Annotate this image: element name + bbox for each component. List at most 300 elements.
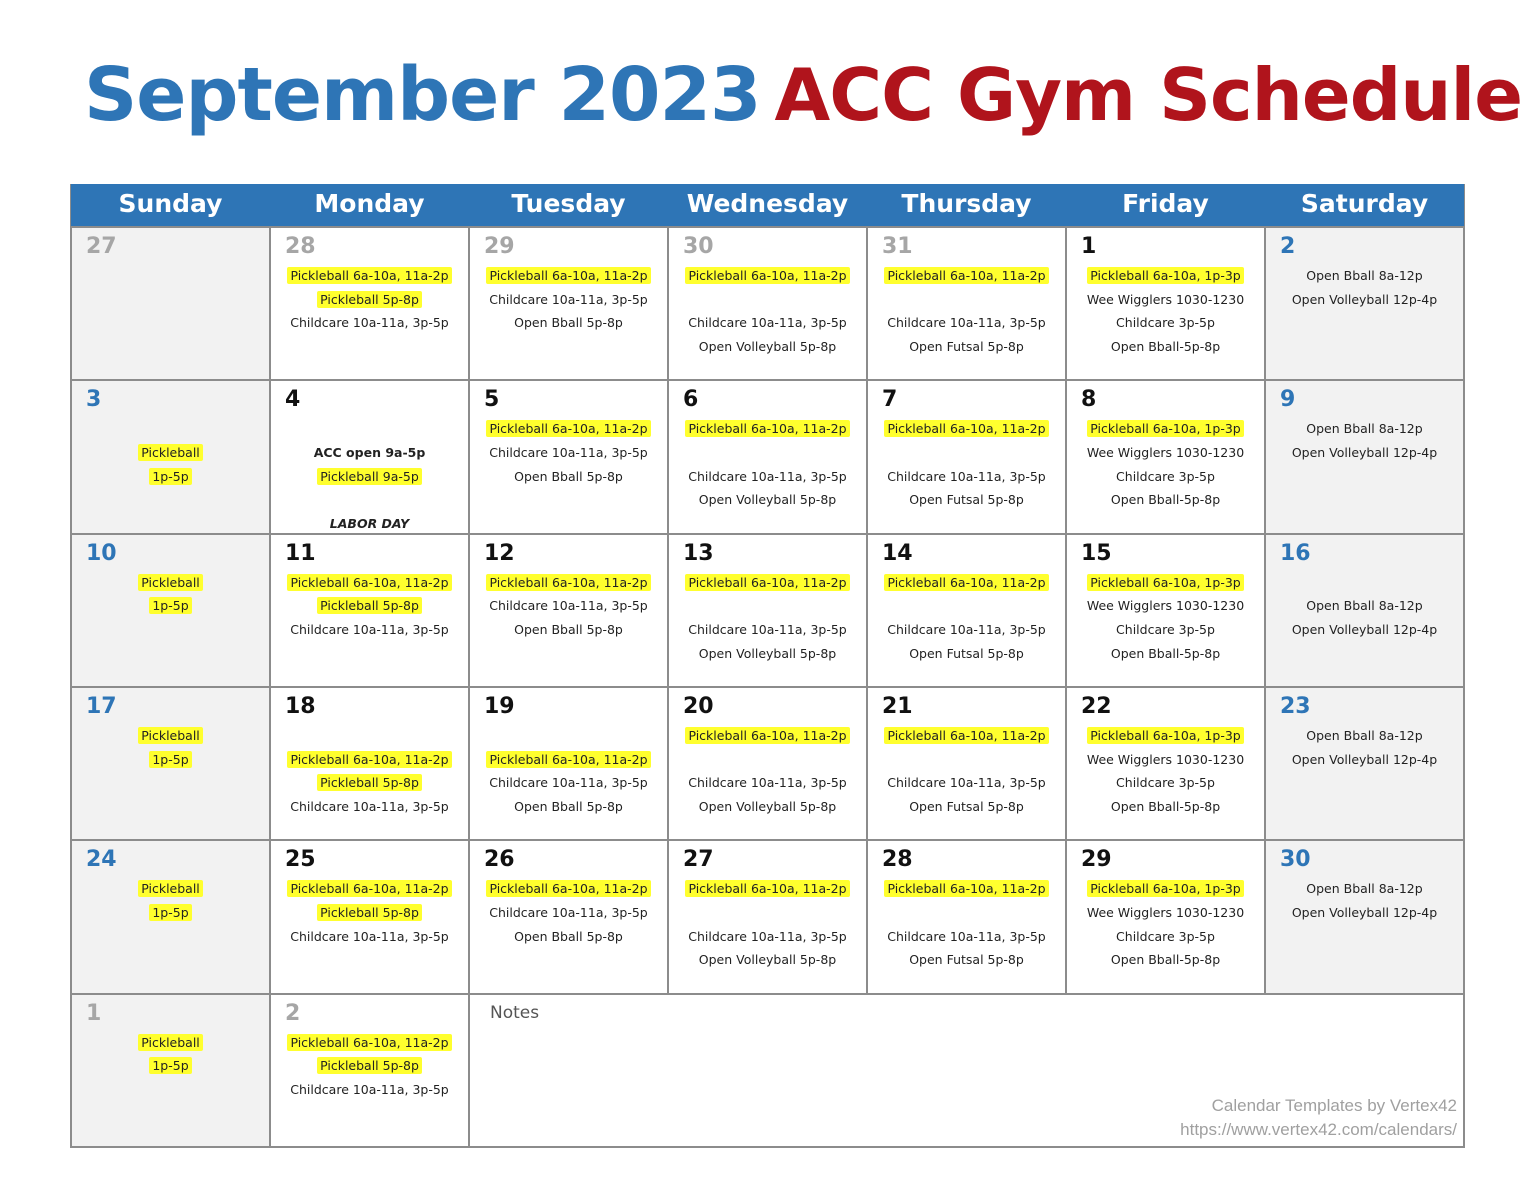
event-text: Childcare 10a-11a, 3p-5p bbox=[489, 598, 648, 614]
event-text: Childcare 10a-11a, 3p-5p bbox=[489, 775, 648, 791]
event-list bbox=[1067, 264, 1264, 359]
event-text: Wee Wigglers 1030-1230 bbox=[1086, 291, 1245, 307]
event-text: Pickleball bbox=[138, 444, 203, 461]
event-text: Pickleball 5p-8p bbox=[317, 1057, 422, 1074]
event-line bbox=[669, 618, 866, 642]
day-number: 10 bbox=[86, 540, 117, 566]
event-line bbox=[868, 417, 1065, 441]
event-line bbox=[1067, 441, 1264, 465]
event-line bbox=[1266, 594, 1463, 618]
event-list bbox=[868, 417, 1065, 512]
event-line bbox=[669, 441, 866, 465]
event-line bbox=[868, 264, 1065, 288]
event-list bbox=[72, 571, 269, 618]
event-line bbox=[271, 795, 468, 819]
day-number: 29 bbox=[1081, 847, 1112, 873]
event-list bbox=[868, 724, 1065, 819]
event-line bbox=[868, 465, 1065, 489]
notes-label: Notes bbox=[490, 1002, 540, 1023]
event-text: Open Volleyball 12p-4p bbox=[1291, 291, 1438, 307]
event-text: Open Bball 8a-12p bbox=[1306, 421, 1423, 437]
day-cell[interactable] bbox=[1067, 841, 1264, 992]
event-text: Pickleball 6a-10a, 11a-2p bbox=[287, 880, 451, 897]
day-cell[interactable] bbox=[669, 688, 866, 839]
event-text: Childcare 10a-11a, 3p-5p bbox=[887, 468, 1046, 484]
event-text: Open Bball 5p-8p bbox=[514, 622, 623, 638]
event-text: Pickleball 6a-10a, 11a-2p bbox=[486, 751, 650, 768]
event-text: Pickleball 5p-8p bbox=[317, 774, 422, 791]
event-list bbox=[271, 264, 468, 335]
event-text: Pickleball 5p-8p bbox=[317, 291, 422, 308]
event-text: Childcare 10a-11a, 3p-5p bbox=[489, 291, 648, 307]
event-text: Pickleball bbox=[138, 727, 203, 744]
event-line bbox=[470, 264, 667, 288]
event-text: Childcare 3p-5p bbox=[1116, 928, 1215, 944]
event-list bbox=[868, 571, 1065, 666]
event-line bbox=[868, 748, 1065, 772]
event-line bbox=[470, 724, 667, 748]
event-text: Open Volleyball 12p-4p bbox=[1291, 445, 1438, 461]
event-line bbox=[271, 771, 468, 795]
event-line bbox=[669, 642, 866, 666]
event-text: Open Bball 5p-8p bbox=[514, 315, 623, 331]
event-line bbox=[271, 1054, 468, 1078]
event-list bbox=[1266, 264, 1463, 311]
day-header-monday: Monday bbox=[270, 184, 469, 226]
day-cell[interactable] bbox=[669, 841, 866, 992]
event-text: Open Futsal 5p-8p bbox=[909, 339, 1024, 355]
day-number: 26 bbox=[484, 847, 515, 873]
event-text: Pickleball bbox=[138, 880, 203, 897]
event-line bbox=[470, 771, 667, 795]
event-line bbox=[470, 594, 667, 618]
event-text: Childcare 10a-11a, 3p-5p bbox=[688, 622, 847, 638]
event-text: Open Bball 8a-12p bbox=[1306, 268, 1423, 283]
event-line bbox=[271, 441, 468, 465]
day-cell[interactable] bbox=[72, 535, 269, 686]
event-text: Open Bball-5p-8p bbox=[1110, 952, 1221, 968]
event-text: Open Volleyball 5p-8p bbox=[698, 339, 837, 355]
event-line bbox=[669, 948, 866, 972]
event-text: Childcare 10a-11a, 3p-5p bbox=[290, 622, 449, 638]
day-header-saturday: Saturday bbox=[1265, 184, 1464, 226]
day-cell[interactable] bbox=[271, 381, 468, 532]
event-line bbox=[72, 724, 269, 748]
event-list bbox=[1067, 877, 1264, 972]
day-number: 28 bbox=[285, 234, 316, 259]
event-line bbox=[1266, 618, 1463, 642]
day-header-wednesday: Wednesday bbox=[668, 184, 867, 226]
day-cell[interactable] bbox=[271, 228, 468, 379]
day-number: 27 bbox=[683, 847, 714, 873]
event-text: Pickleball 6a-10a, 11a-2p bbox=[486, 267, 650, 284]
event-text: Pickleball 6a-10a, 11a-2p bbox=[884, 420, 1048, 437]
event-line bbox=[271, 571, 468, 595]
day-cell[interactable] bbox=[470, 381, 667, 532]
event-line bbox=[669, 724, 866, 748]
event-line bbox=[470, 901, 667, 925]
event-text: Pickleball 6a-10a, 1p-3p bbox=[1087, 727, 1243, 744]
day-cell[interactable] bbox=[1067, 228, 1264, 379]
event-text: Pickleball 6a-10a, 11a-2p bbox=[884, 574, 1048, 591]
title-month: September 2023 bbox=[84, 52, 761, 138]
event-text: Pickleball 6a-10a, 1p-3p bbox=[1087, 420, 1243, 437]
calendar-grid bbox=[70, 184, 1465, 1148]
event-text: Childcare 10a-11a, 3p-5p bbox=[688, 928, 847, 944]
event-line bbox=[669, 264, 866, 288]
event-line bbox=[1067, 594, 1264, 618]
day-number: 21 bbox=[882, 693, 913, 719]
event-text: Childcare 10a-11a, 3p-5p bbox=[290, 315, 449, 331]
day-number: 12 bbox=[484, 540, 515, 566]
event-text: Open Bball 5p-8p bbox=[514, 468, 623, 484]
day-cell[interactable] bbox=[868, 535, 1065, 686]
day-number: 23 bbox=[1280, 693, 1311, 719]
event-line bbox=[868, 571, 1065, 595]
day-cell[interactable] bbox=[868, 688, 1065, 839]
event-line bbox=[271, 311, 468, 335]
page-title bbox=[84, 52, 1522, 138]
event-text: Open Futsal 5p-8p bbox=[909, 492, 1024, 508]
event-line bbox=[72, 441, 269, 465]
day-number: 9 bbox=[1280, 387, 1296, 413]
event-text: Childcare 3p-5p bbox=[1116, 315, 1215, 331]
event-line bbox=[1067, 877, 1264, 901]
event-text: 1p-5p bbox=[149, 751, 191, 768]
event-list bbox=[868, 877, 1065, 972]
event-text: 1p-5p bbox=[149, 904, 191, 921]
event-line bbox=[868, 618, 1065, 642]
event-line bbox=[669, 571, 866, 595]
event-line bbox=[470, 465, 667, 489]
event-line bbox=[1067, 901, 1264, 925]
event-line bbox=[72, 417, 269, 441]
event-text: Pickleball 6a-10a, 11a-2p bbox=[486, 880, 650, 897]
event-list bbox=[72, 724, 269, 771]
event-line bbox=[1067, 465, 1264, 489]
event-list bbox=[1266, 877, 1463, 924]
day-cell[interactable] bbox=[470, 688, 667, 839]
event-text: ACC open 9a-5p bbox=[313, 445, 426, 461]
event-line bbox=[271, 512, 468, 536]
day-number: 29 bbox=[484, 234, 515, 259]
event-line bbox=[669, 311, 866, 335]
event-line bbox=[271, 724, 468, 748]
event-list bbox=[669, 417, 866, 512]
day-number: 25 bbox=[285, 847, 316, 873]
event-text: Wee Wigglers 1030-1230 bbox=[1086, 751, 1245, 767]
event-list bbox=[271, 417, 468, 535]
event-line bbox=[669, 901, 866, 925]
event-line bbox=[271, 1078, 468, 1102]
event-line bbox=[271, 288, 468, 312]
credit-line: Calendar Templates by Vertex42 bbox=[1211, 1095, 1457, 1115]
event-text: Open Volleyball 5p-8p bbox=[698, 952, 837, 968]
event-text: Pickleball 5p-8p bbox=[317, 904, 422, 921]
event-text: Pickleball 6a-10a, 1p-3p bbox=[1087, 267, 1243, 284]
event-line bbox=[1266, 901, 1463, 925]
event-list bbox=[470, 724, 667, 819]
day-cell[interactable] bbox=[669, 535, 866, 686]
event-text: Pickleball 6a-10a, 11a-2p bbox=[287, 1034, 451, 1051]
event-line bbox=[1067, 311, 1264, 335]
day-number: 31 bbox=[882, 234, 913, 259]
day-number: 22 bbox=[1081, 693, 1112, 719]
event-text: Open Bball 5p-8p bbox=[514, 799, 623, 815]
event-line bbox=[868, 441, 1065, 465]
day-number: 8 bbox=[1081, 387, 1097, 413]
event-text: Open Volleyball 5p-8p bbox=[698, 645, 837, 661]
event-line bbox=[271, 748, 468, 772]
day-number: 30 bbox=[1280, 847, 1311, 873]
day-number: 5 bbox=[484, 387, 500, 413]
event-line bbox=[868, 771, 1065, 795]
day-cell[interactable] bbox=[1067, 381, 1264, 532]
day-header-tuesday: Tuesday bbox=[469, 184, 668, 226]
day-cell[interactable] bbox=[470, 535, 667, 686]
event-line bbox=[470, 795, 667, 819]
day-number: 19 bbox=[484, 693, 515, 719]
day-header-friday: Friday bbox=[1066, 184, 1265, 226]
day-number: 15 bbox=[1081, 540, 1112, 566]
event-line bbox=[271, 465, 468, 489]
event-text: Pickleball 6a-10a, 11a-2p bbox=[287, 267, 451, 284]
day-cell[interactable] bbox=[669, 228, 866, 379]
event-line bbox=[1067, 335, 1264, 359]
day-number: 24 bbox=[86, 847, 117, 873]
event-line bbox=[1067, 748, 1264, 772]
event-text: Pickleball 6a-10a, 11a-2p bbox=[287, 751, 451, 768]
day-cell[interactable] bbox=[669, 381, 866, 532]
day-number: 2 bbox=[1280, 234, 1296, 259]
event-line bbox=[271, 925, 468, 949]
event-line bbox=[271, 264, 468, 288]
day-number: 28 bbox=[882, 847, 913, 873]
event-text: Pickleball 6a-10a, 11a-2p bbox=[884, 267, 1048, 284]
day-cell[interactable] bbox=[470, 841, 667, 992]
day-number: 16 bbox=[1280, 540, 1311, 566]
day-cell[interactable] bbox=[271, 688, 468, 839]
event-line bbox=[1266, 264, 1463, 288]
template-credit bbox=[1180, 1094, 1457, 1142]
day-number: 6 bbox=[683, 387, 699, 413]
event-line bbox=[1067, 288, 1264, 312]
day-header-sunday: Sunday bbox=[71, 184, 270, 226]
event-list bbox=[271, 724, 468, 819]
day-cell[interactable] bbox=[1266, 535, 1463, 686]
event-text: Open Volleyball 5p-8p bbox=[698, 492, 837, 508]
event-line bbox=[271, 618, 468, 642]
event-line bbox=[72, 571, 269, 595]
event-line bbox=[1266, 441, 1463, 465]
event-text: 1p-5p bbox=[149, 468, 191, 485]
day-cell[interactable] bbox=[470, 228, 667, 379]
event-text: Childcare 10a-11a, 3p-5p bbox=[688, 775, 847, 791]
day-cell[interactable] bbox=[1266, 688, 1463, 839]
event-list bbox=[470, 571, 667, 642]
day-cell[interactable] bbox=[868, 381, 1065, 532]
day-number: 4 bbox=[285, 387, 301, 413]
event-text: Pickleball bbox=[138, 1034, 203, 1051]
day-cell[interactable] bbox=[1266, 228, 1463, 379]
event-list bbox=[1067, 417, 1264, 512]
day-cell[interactable] bbox=[271, 535, 468, 686]
event-list bbox=[470, 264, 667, 335]
event-line bbox=[669, 795, 866, 819]
event-text: Open Bball-5p-8p bbox=[1110, 492, 1221, 508]
event-list bbox=[470, 877, 667, 948]
event-list bbox=[271, 877, 468, 948]
event-line bbox=[72, 594, 269, 618]
event-list bbox=[1266, 417, 1463, 464]
event-text: Open Futsal 5p-8p bbox=[909, 645, 1024, 661]
event-line bbox=[868, 335, 1065, 359]
event-list bbox=[1266, 724, 1463, 771]
event-line bbox=[669, 748, 866, 772]
title-name: ACC Gym Schedule bbox=[774, 53, 1523, 137]
day-number: 2 bbox=[285, 1000, 301, 1026]
event-text: Childcare 10a-11a, 3p-5p bbox=[290, 1082, 449, 1098]
event-text: Open Volleyball 12p-4p bbox=[1291, 751, 1438, 767]
event-list bbox=[1266, 571, 1463, 642]
day-number: 27 bbox=[86, 234, 117, 259]
day-cell[interactable] bbox=[271, 841, 468, 992]
event-text: Pickleball 6a-10a, 11a-2p bbox=[884, 727, 1048, 744]
event-text: Pickleball 5p-8p bbox=[317, 597, 422, 614]
event-line bbox=[868, 901, 1065, 925]
day-number: 30 bbox=[683, 234, 714, 259]
event-text: Pickleball 6a-10a, 11a-2p bbox=[685, 880, 849, 897]
event-text: Open Futsal 5p-8p bbox=[909, 952, 1024, 968]
holiday-label: LABOR DAY bbox=[329, 516, 410, 532]
day-cell[interactable] bbox=[1266, 381, 1463, 532]
event-line bbox=[1266, 724, 1463, 748]
event-text: Open Bball 5p-8p bbox=[514, 928, 623, 944]
event-text: Childcare 10a-11a, 3p-5p bbox=[887, 315, 1046, 331]
day-cell[interactable] bbox=[1266, 841, 1463, 992]
day-cell[interactable] bbox=[72, 381, 269, 532]
event-text: Childcare 3p-5p bbox=[1116, 468, 1215, 484]
event-line bbox=[72, 901, 269, 925]
event-text: Pickleball 6a-10a, 1p-3p bbox=[1087, 574, 1243, 591]
event-line bbox=[1067, 771, 1264, 795]
event-line bbox=[470, 417, 667, 441]
event-line bbox=[72, 465, 269, 489]
event-line bbox=[470, 618, 667, 642]
event-line bbox=[868, 925, 1065, 949]
event-line bbox=[72, 877, 269, 901]
event-line bbox=[669, 465, 866, 489]
credit-link[interactable]: https://www.vertex42.com/calendars/ bbox=[1180, 1119, 1457, 1139]
event-line bbox=[1067, 264, 1264, 288]
day-number: 7 bbox=[882, 387, 898, 413]
event-line bbox=[271, 1031, 468, 1055]
notes-area[interactable] bbox=[470, 995, 1463, 1146]
event-text: Childcare 3p-5p bbox=[1116, 775, 1215, 791]
event-line bbox=[669, 335, 866, 359]
event-text: Open Bball-5p-8p bbox=[1110, 799, 1221, 815]
event-line bbox=[1067, 618, 1264, 642]
day-cell[interactable] bbox=[72, 995, 269, 1146]
event-text: Childcare 10a-11a, 3p-5p bbox=[489, 445, 648, 461]
day-cell[interactable] bbox=[271, 995, 468, 1146]
event-line bbox=[470, 571, 667, 595]
event-line bbox=[1067, 948, 1264, 972]
event-text: Childcare 10a-11a, 3p-5p bbox=[887, 622, 1046, 638]
day-number: 18 bbox=[285, 693, 316, 719]
event-list bbox=[669, 264, 866, 359]
event-line bbox=[72, 1054, 269, 1078]
event-line bbox=[1266, 417, 1463, 441]
day-cell[interactable] bbox=[1067, 688, 1264, 839]
day-number: 11 bbox=[285, 540, 316, 566]
day-cell[interactable] bbox=[1067, 535, 1264, 686]
event-text: Pickleball 6a-10a, 11a-2p bbox=[685, 267, 849, 284]
event-list bbox=[271, 571, 468, 642]
event-text: Open Bball-5p-8p bbox=[1110, 645, 1221, 661]
event-line bbox=[271, 488, 468, 512]
event-list bbox=[271, 1031, 468, 1102]
event-list bbox=[669, 571, 866, 666]
event-list bbox=[72, 417, 269, 488]
event-line bbox=[1266, 748, 1463, 772]
day-cell[interactable] bbox=[72, 228, 269, 379]
day-number: 17 bbox=[86, 693, 117, 719]
event-list bbox=[669, 724, 866, 819]
event-line bbox=[72, 748, 269, 772]
event-text: Open Volleyball 5p-8p bbox=[698, 799, 837, 815]
event-text: Childcare 10a-11a, 3p-5p bbox=[887, 928, 1046, 944]
event-text: Open Bball 8a-12p bbox=[1306, 881, 1423, 897]
event-line bbox=[1266, 571, 1463, 595]
event-line bbox=[669, 771, 866, 795]
event-text: Childcare 10a-11a, 3p-5p bbox=[688, 468, 847, 484]
event-list bbox=[470, 417, 667, 488]
event-line bbox=[868, 594, 1065, 618]
day-number: 1 bbox=[1081, 234, 1097, 259]
event-line bbox=[669, 288, 866, 312]
event-line bbox=[1067, 795, 1264, 819]
event-line bbox=[470, 311, 667, 335]
event-line bbox=[868, 724, 1065, 748]
day-cell[interactable] bbox=[868, 841, 1065, 992]
event-text: 1p-5p bbox=[149, 1057, 191, 1074]
event-line bbox=[868, 311, 1065, 335]
event-text: 1p-5p bbox=[149, 597, 191, 614]
day-cell[interactable] bbox=[868, 228, 1065, 379]
event-text: Pickleball 6a-10a, 11a-2p bbox=[685, 727, 849, 744]
event-text: Open Bball 8a-12p bbox=[1306, 598, 1423, 614]
day-header-thursday: Thursday bbox=[867, 184, 1066, 226]
event-line bbox=[72, 1031, 269, 1055]
event-list bbox=[1067, 724, 1264, 819]
event-text: Open Bball-5p-8p bbox=[1110, 339, 1221, 355]
day-cell[interactable] bbox=[72, 688, 269, 839]
day-cell[interactable] bbox=[72, 841, 269, 992]
event-text: Pickleball 6a-10a, 11a-2p bbox=[685, 574, 849, 591]
event-list bbox=[72, 1031, 269, 1078]
event-line bbox=[271, 594, 468, 618]
event-line bbox=[669, 488, 866, 512]
event-text: Pickleball 6a-10a, 11a-2p bbox=[486, 420, 650, 437]
event-line bbox=[868, 877, 1065, 901]
event-line bbox=[470, 748, 667, 772]
event-list bbox=[1067, 571, 1264, 666]
event-line bbox=[868, 288, 1065, 312]
event-text: Open Bball 8a-12p bbox=[1306, 727, 1423, 743]
event-text: Wee Wigglers 1030-1230 bbox=[1086, 905, 1245, 921]
event-line bbox=[868, 948, 1065, 972]
